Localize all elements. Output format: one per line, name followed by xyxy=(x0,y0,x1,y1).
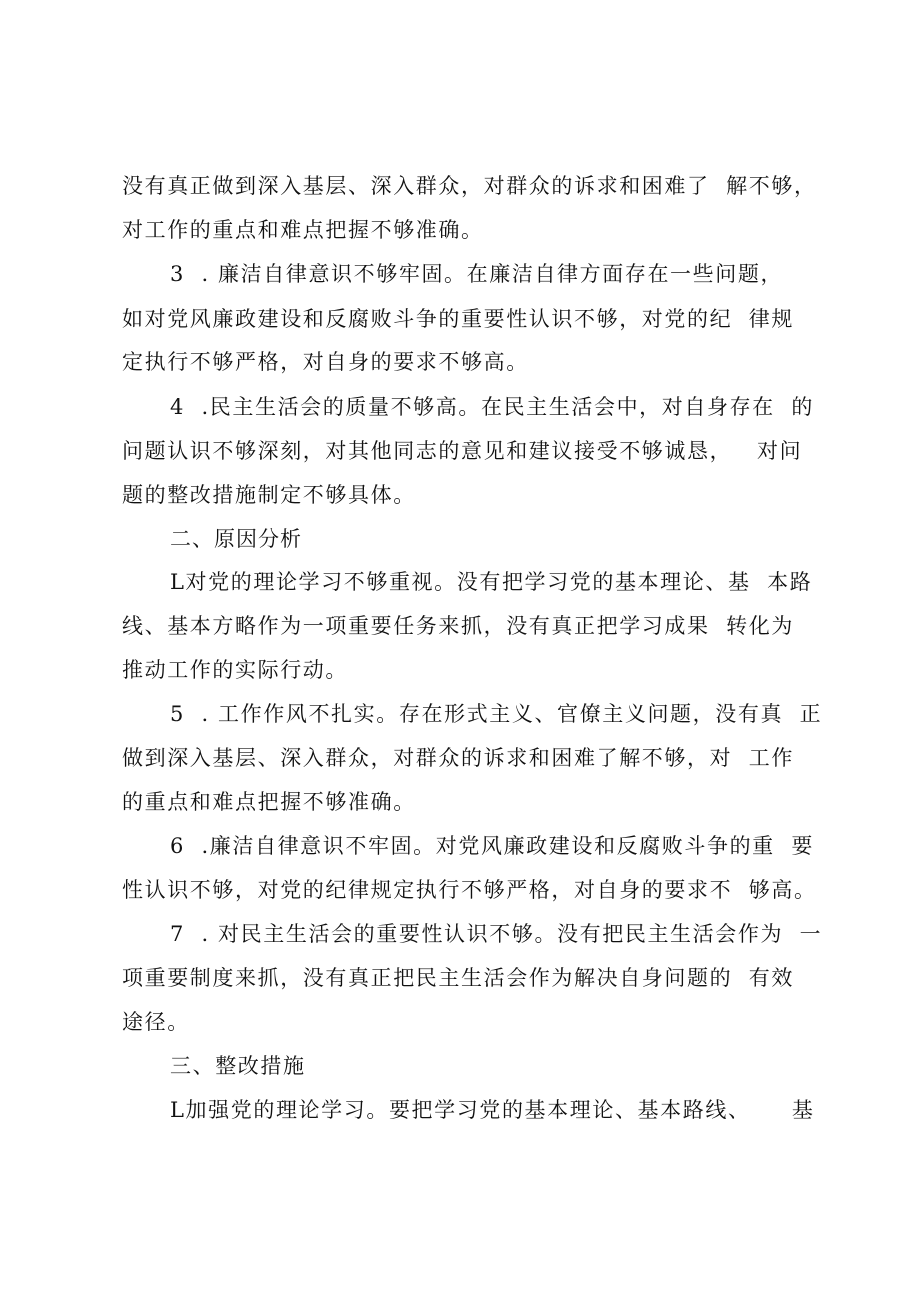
section-heading: 二、原因分析 xyxy=(170,527,302,551)
text-line: 如对党风廉政建设和反腐败斗争的重要性认识不够，对党的纪 律规 xyxy=(122,307,794,331)
section-heading: 三、整改措施 xyxy=(170,1054,306,1078)
text-line: 5 . 工作作风不扎实。存在形式主义、官僚主义问题，没有真 正 xyxy=(170,702,823,726)
text-line: 问题认识不够深刻，对其他同志的意见和建议接受不够诚恳， 对问 xyxy=(122,439,803,463)
text-line: 7 . 对民主生活会的重要性认识不够。没有把民主生活会作为 一 xyxy=(170,922,823,946)
text-line: 没有真正做到深入基层、深入群众，对群众的诉求和困难了 解不够， xyxy=(122,174,817,198)
text-line: L加强党的理论学习。要把学习党的基本理论、基本路线、 基 xyxy=(170,1098,815,1122)
text-line: L对党的理论学习不够重视。没有把学习党的基本理论、基 本路 xyxy=(170,570,813,594)
text-line: 的重点和难点把握不够准确。 xyxy=(122,790,416,814)
text-line: 性认识不够，对党的纪律规定执行不够严格，对自身的要求不 够高。 xyxy=(122,878,817,902)
text-line: 推动工作的实际行动。 xyxy=(122,658,348,682)
text-line: 3 . 廉洁自律意识不够牢固。在廉洁自律方面存在一些问题， xyxy=(170,262,784,286)
text-line: 做到深入基层、深入群众，对群众的诉求和困难了解不够，对 工作 xyxy=(122,746,794,770)
text-line: 对工作的重点和难点把握不够准确。 xyxy=(122,218,484,242)
text-line: 途径。 xyxy=(122,1010,190,1034)
text-line: 6 .廉洁自律意识不牢固。对党风廉政建设和反腐败斗争的重 要 xyxy=(170,834,814,858)
text-line: 题的整改措施制定不够具体。 xyxy=(122,483,416,507)
text-line: 4 .民主生活会的质量不够高。在民主生活会中，对自身存在 的 xyxy=(170,395,814,419)
text-line: 定执行不够严格，对自身的要求不够高。 xyxy=(122,350,529,374)
text-line: 线、基本方略作为一项重要任务来抓，没有真正把学习成果 转化为 xyxy=(122,614,794,638)
text-line: 项重要制度来抓，没有真正把民主生活会作为解决自身问题的 有效 xyxy=(122,966,794,990)
